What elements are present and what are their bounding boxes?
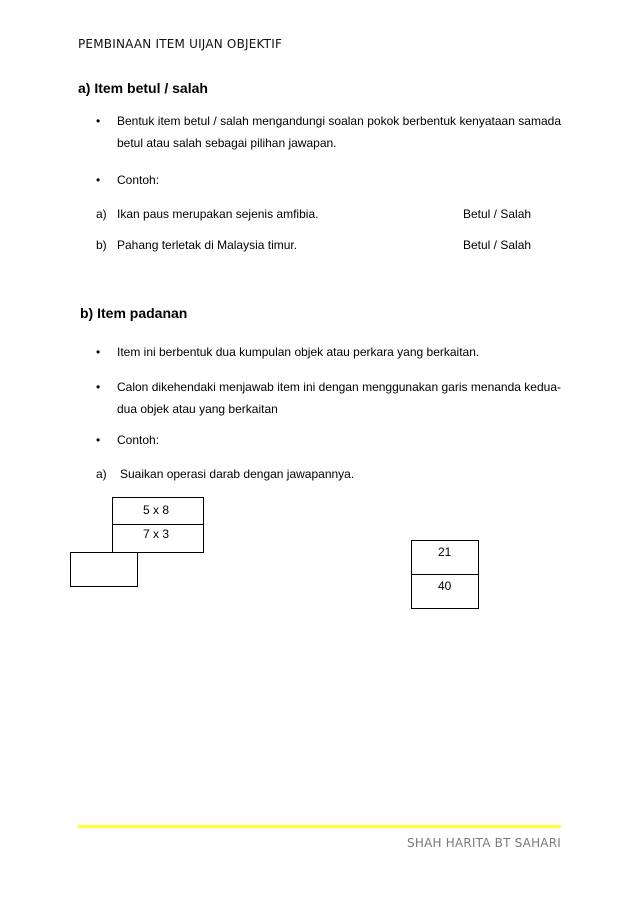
example-a-answer: Betul / Salah — [463, 207, 532, 221]
example-a-text: Ikan paus merupakan sejenis amfibia. — [117, 207, 319, 221]
example-a-label: a) — [96, 207, 107, 221]
left-box-1-text: 5 x 8 — [143, 503, 170, 517]
bullet-icon: • — [96, 173, 101, 187]
page-footer: SHAH HARITA BT SAHARI — [407, 836, 561, 850]
bullet-icon: • — [96, 380, 101, 394]
section-b-bullet-3: Contoh: — [117, 433, 160, 447]
example-b-answer: Betul / Salah — [463, 238, 532, 252]
left-box-1 — [112, 497, 204, 525]
right-box-1 — [411, 540, 479, 575]
example-b-text: Pahang terletak di Malaysia timur. — [117, 238, 298, 252]
footer-rule — [78, 825, 561, 828]
section-a-bullet-2: Contoh: — [117, 173, 160, 187]
right-box-2-text: 40 — [438, 579, 452, 593]
section-b-heading: b) Item padanan — [80, 305, 188, 321]
section-b-bullet-1: Item ini berbentuk dua kumpulan objek atau perkara yang berkaitan. — [117, 345, 480, 359]
right-box-2 — [411, 574, 479, 609]
bullet-icon: • — [96, 433, 101, 447]
section-a-bullet-1: Bentuk item betul / salah mengandungi soalan pokok berbentuk kenyataan samada betul atau salah sebagai pilihan jawapan. — [117, 114, 561, 150]
left-box-2-text: 7 x 3 — [143, 527, 170, 541]
question-text: Suaikan operasi darab dengan jawapannya. — [120, 467, 355, 481]
page-header: PEMBINAAN ITEM UIJAN OBJEKTIF — [78, 37, 283, 51]
example-b-label: b) — [96, 238, 107, 252]
section-b-bullet-2: Calon dikehendaki menjawab item ini dengan menggunakan garis menanda kedua-dua objek atau yang berkaitan — [117, 380, 561, 416]
empty-box — [70, 552, 138, 587]
section-a-heading: a) Item betul / salah — [78, 80, 208, 96]
question-label: a) — [96, 467, 107, 481]
bullet-icon: • — [96, 114, 101, 128]
right-box-1-text: 21 — [438, 545, 452, 559]
bullet-icon: • — [96, 345, 101, 359]
left-box-2 — [112, 524, 204, 553]
